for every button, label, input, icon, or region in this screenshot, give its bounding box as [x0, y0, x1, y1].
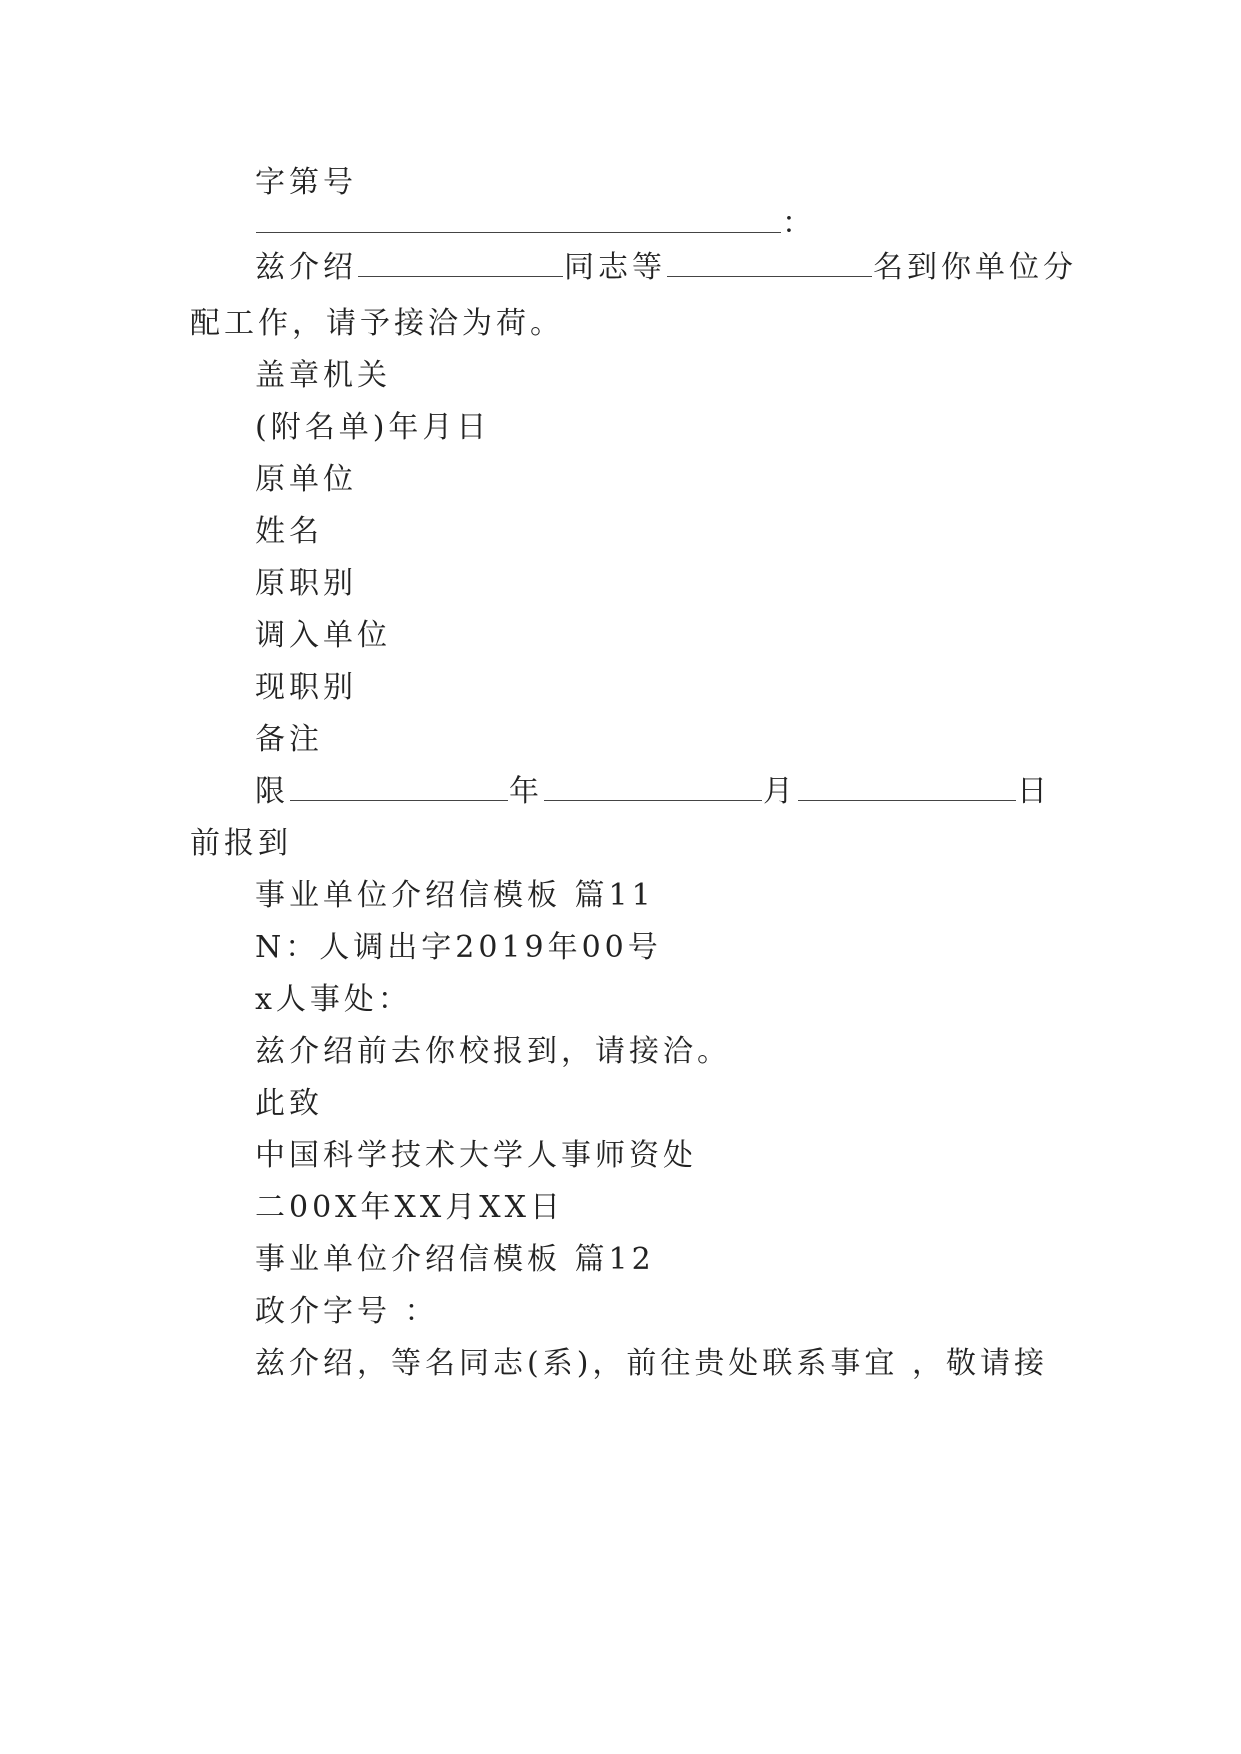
text-line: 备注: [255, 722, 323, 757]
addressee-line: ：: [255, 206, 816, 242]
text-line: 盖章机关: [255, 358, 391, 393]
blank-field: [798, 774, 1016, 801]
blank-field: [358, 250, 563, 277]
text-line: 兹介绍 同志等 名到你单位分: [255, 250, 1077, 285]
text-line: 原职别: [255, 566, 357, 601]
blank-field: [290, 774, 508, 801]
text-line: 现职别: [255, 670, 357, 705]
blank-field: [667, 250, 872, 277]
text-line: 中国科学技术大学人事师资处: [255, 1138, 697, 1173]
text-line: 前报到: [190, 826, 292, 861]
text-line: 二00X年XX月XX日: [255, 1190, 564, 1225]
text-line: 字第号: [255, 165, 357, 200]
text-line: 此致: [255, 1086, 323, 1121]
text-line: 配工作，请予接洽为荷。: [190, 306, 564, 341]
blank-field: [544, 774, 762, 801]
text-line: 姓名: [255, 514, 323, 549]
text-line: 政介字号 ：: [255, 1294, 439, 1329]
text-line: x人事处：: [255, 982, 412, 1017]
section-heading: 事业单位介绍信模板 篇11: [255, 878, 655, 913]
text-line: 调入单位: [255, 618, 391, 653]
text-line: (附名单)年月日: [255, 410, 491, 445]
text-line: 兹介绍前去你校报到，请接洽。: [255, 1034, 731, 1069]
text-line: 原单位: [255, 462, 357, 497]
blank-field: [256, 206, 781, 233]
deadline-line: 限 年 月 日: [255, 774, 1051, 809]
text-line: N：人调出字2019年00号: [255, 930, 662, 965]
text-line: 兹介绍，等名同志(系)，前往贵处联系事宜 ，敬请接: [255, 1346, 1048, 1381]
section-heading: 事业单位介绍信模板 篇12: [255, 1242, 655, 1277]
